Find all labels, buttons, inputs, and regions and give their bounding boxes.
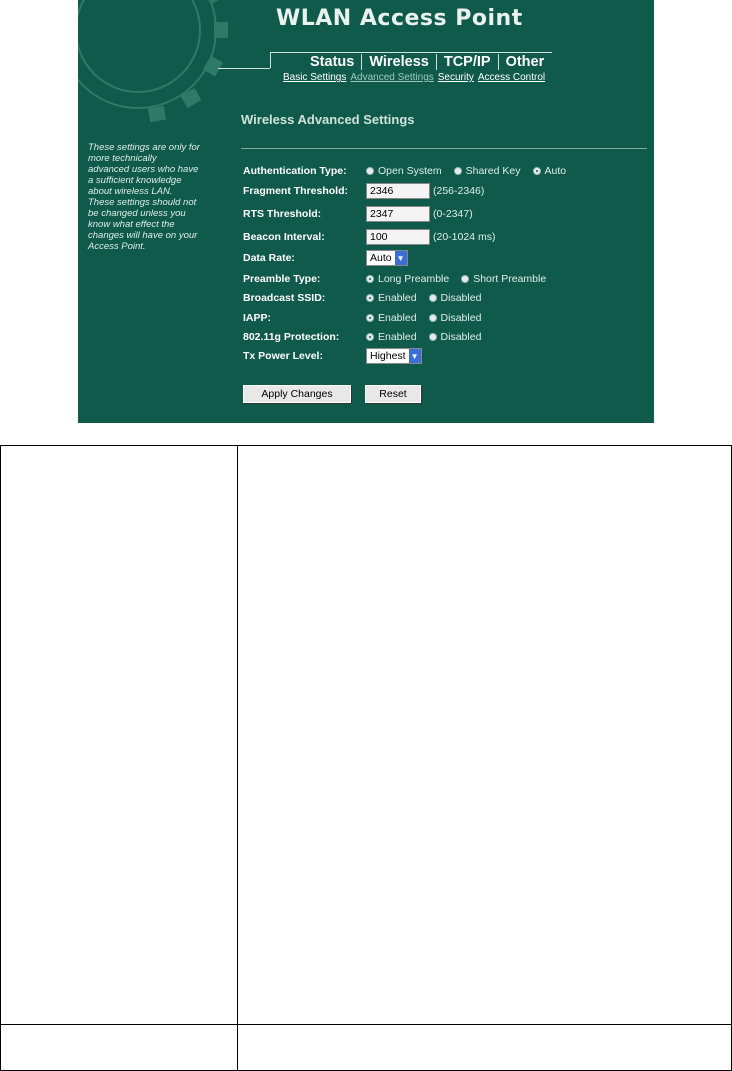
option-label: Auto [544, 165, 567, 177]
title-divider [241, 148, 647, 149]
chevron-down-icon[interactable]: ▼ [395, 251, 407, 265]
data-rate-row [243, 249, 408, 267]
beacon-interval-input[interactable]: 100 [366, 229, 430, 245]
reset-button[interactable]: Reset [365, 385, 421, 403]
tab-status[interactable]: Status [310, 54, 355, 70]
option-label: Disabled [440, 292, 482, 304]
table-cell [0, 1024, 238, 1071]
radio-selected-icon[interactable] [533, 167, 541, 175]
tx-power-label: Tx Power Level: [243, 350, 323, 362]
tab-wireless[interactable]: Wireless [361, 54, 436, 70]
radio-selected-icon[interactable] [366, 333, 374, 341]
chevron-down-icon[interactable]: ▼ [409, 349, 421, 363]
tab-tcpip[interactable]: TCP/IP [436, 54, 498, 70]
data-rate-label: Data Rate: [243, 252, 295, 264]
fragment-threshold-row [243, 182, 484, 200]
broadcast-ssid-disabled-option[interactable] [429, 292, 482, 304]
page-title: Wireless Advanced Settings [241, 112, 415, 127]
g-protection-enabled-option[interactable] [366, 331, 417, 343]
tab-other[interactable]: Other [498, 54, 552, 70]
beacon-interval-hint: (20-1024 ms) [433, 231, 496, 243]
option-label: Enabled [378, 312, 417, 324]
nav-divider [218, 68, 270, 69]
data-rate-value: Auto [370, 252, 392, 264]
router-admin-panel [78, 0, 654, 423]
preamble-short-option[interactable] [461, 273, 546, 285]
radio-icon[interactable] [429, 333, 437, 341]
iapp-disabled-option[interactable] [429, 312, 482, 324]
app-title: WLAN Access Point [276, 6, 523, 31]
option-label: Open System [378, 165, 442, 177]
option-label: Disabled [440, 331, 482, 343]
fragment-threshold-input[interactable]: 2346 [366, 183, 430, 199]
data-rate-select[interactable] [366, 250, 408, 266]
radio-icon[interactable] [429, 314, 437, 322]
fragment-threshold-label: Fragment Threshold: [243, 185, 349, 197]
auth-auto-option[interactable] [533, 165, 567, 177]
main-nav [303, 54, 551, 70]
subtab-security[interactable]: Security [437, 72, 474, 83]
radio-icon[interactable] [366, 167, 374, 175]
beacon-interval-row [243, 228, 495, 246]
tx-power-row [243, 347, 422, 365]
subtab-basic-settings[interactable]: Basic Settings [283, 72, 347, 83]
g-protection-row [243, 328, 493, 346]
g-protection-disabled-option[interactable] [429, 331, 482, 343]
option-label: Short Preamble [473, 273, 547, 285]
auth-shared-key-option[interactable] [454, 165, 521, 177]
option-label: Long Preamble [378, 273, 450, 285]
subtab-access-control[interactable]: Access Control [477, 72, 546, 83]
preamble-type-row [243, 270, 558, 288]
nav-divider [270, 52, 271, 68]
rts-threshold-hint: (0-2347) [433, 208, 473, 220]
preamble-type-label: Preamble Type: [243, 273, 321, 285]
broadcast-ssid-row [243, 289, 493, 307]
table-cell [0, 445, 238, 1025]
subtab-advanced-settings[interactable]: Advanced Settings [350, 72, 434, 83]
radio-selected-icon[interactable] [366, 314, 374, 322]
iapp-enabled-option[interactable] [366, 312, 417, 324]
broadcast-ssid-enabled-option[interactable] [366, 292, 417, 304]
sub-nav [283, 72, 545, 83]
radio-icon[interactable] [461, 275, 469, 283]
fragment-threshold-hint: (256-2346) [433, 185, 485, 197]
radio-icon[interactable] [429, 294, 437, 302]
option-label: Shared Key [465, 165, 521, 177]
option-label: Enabled [378, 331, 417, 343]
tx-power-value: Highest [370, 350, 406, 362]
apply-changes-button[interactable]: Apply Changes [243, 385, 351, 403]
rts-threshold-input[interactable]: 2347 [366, 206, 430, 222]
option-label: Enabled [378, 292, 417, 304]
beacon-interval-label: Beacon Interval: [243, 231, 325, 243]
radio-selected-icon[interactable] [366, 294, 374, 302]
auth-type-label: Authentication Type: [243, 165, 347, 177]
broadcast-ssid-label: Broadcast SSID: [243, 292, 326, 304]
iapp-row [243, 309, 493, 327]
table-cell [237, 1024, 732, 1071]
g-protection-label: 802.11g Protection: [243, 331, 340, 343]
side-note: These settings are only for more technically advanced users who have a sufficient knowledge about wireless LAN. These settings should not be changed unless you know what effect the changes will have on your Access Point. [88, 142, 200, 252]
radio-selected-icon[interactable] [366, 275, 374, 283]
auth-type-row [243, 162, 578, 180]
option-label: Disabled [440, 312, 482, 324]
preamble-long-option[interactable] [366, 273, 449, 285]
auth-open-system-option[interactable] [366, 165, 442, 177]
iapp-label: IAPP: [243, 312, 272, 324]
rts-threshold-row [243, 205, 473, 223]
tx-power-select[interactable] [366, 348, 422, 364]
radio-icon[interactable] [454, 167, 462, 175]
table-cell [237, 445, 732, 1025]
nav-divider [270, 52, 552, 53]
rts-threshold-label: RTS Threshold: [243, 208, 322, 220]
gear-logo-icon [78, 0, 238, 130]
